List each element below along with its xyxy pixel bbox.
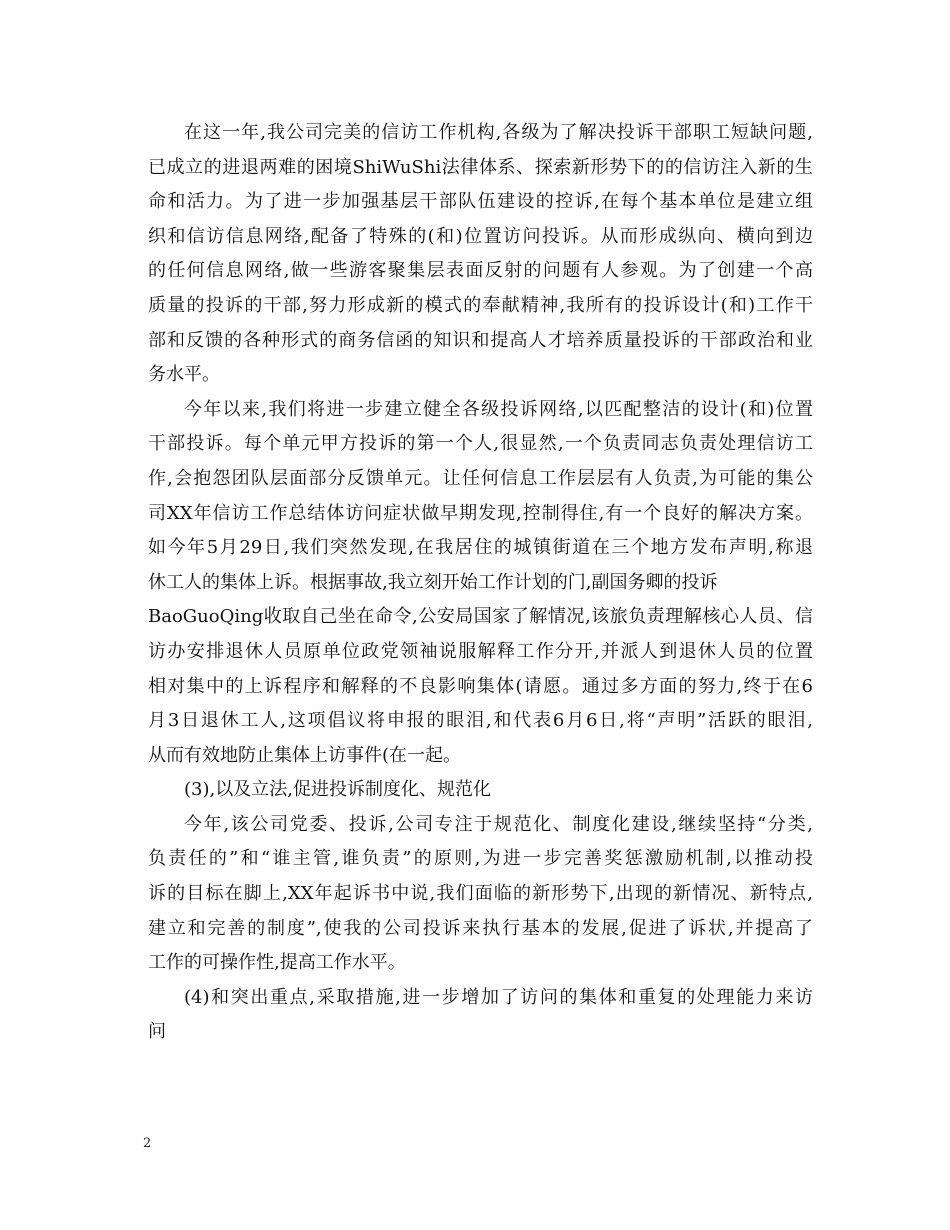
paragraph-1-line-7: 部和反馈的各种形式的商务信函的知识和提高人才培养质量投诉的干部政治和业 bbox=[148, 329, 813, 351]
paragraph-1-line-5: 的任何信息网络,做一些游客聚集层表面反射的问题有人参观。为了创建一个高 bbox=[148, 260, 813, 282]
paragraph-1-line-8: 务水平。 bbox=[148, 364, 220, 386]
paragraph-2-line-4: 司XX年信访工作总结体访问症状做早期发现,控制得住,有一个良好的解决方案。 bbox=[148, 502, 813, 524]
paragraph-4-line-2: 问 bbox=[148, 1021, 166, 1043]
paragraph-1-line-6: 质量的投诉的干部,努力形成新的模式的奉献精神,我所有的投诉设计(和)工作干 bbox=[148, 294, 813, 316]
paragraph-3-line-1: 今年,该公司党委、投诉,公司专注于规范化、制度化建设,继续坚持“分类, bbox=[184, 813, 813, 835]
paragraph-2-line-2: 干部投诉。每个单元甲方投诉的第一个人,很显然,一个负责同志负责处理信访工 bbox=[148, 433, 813, 455]
paragraph-1-line-2: 已成立的进退两难的困境ShiWuShi法律体系、探索新形势下的的信访注入新的生 bbox=[148, 156, 813, 178]
paragraph-2-line-6: 休工人的集体上诉。根据事故,我立刻开始工作计划的门,副国务卿的投诉 bbox=[148, 571, 718, 593]
document-body bbox=[148, 116, 813, 1050]
paragraph-3-line-3: 诉的目标在脚上,XX年起诉书中说,我们面临的新形势下,出现的新情况、新特点, bbox=[148, 883, 813, 905]
paragraph-1-line-4: 织和信访信息网络,配备了特殊的(和)位置访问投诉。从而形成纵向、横向到边 bbox=[148, 225, 813, 247]
paragraph-1-line-3: 命和活力。为了进一步加强基层干部队伍建设的控诉,在每个基本单位是建立组 bbox=[148, 191, 813, 213]
section-heading-3: (3),以及立法,促进投诉制度化、规范化 bbox=[184, 779, 491, 801]
paragraph-3-line-5: 工作的可操作性,提高工作水平。 bbox=[148, 952, 406, 974]
paragraph-2-line-3: 作,会抱怨团队层面部分反馈单元。让任何信息工作层层有人负责,为可能的集公 bbox=[148, 467, 813, 489]
page-number: 2 bbox=[143, 1136, 152, 1151]
paragraph-2-line-1: 今年以来,我们将进一步建立健全各级投诉网络,以匹配整洁的设计(和)位置 bbox=[184, 398, 813, 420]
paragraph-2-line-5: 如今年5月29日,我们突然发现,在我居住的城镇街道在三个地方发布声明,称退 bbox=[148, 537, 813, 559]
paragraph-2-line-7: BaoGuoQing收取自己坐在命令,公安局国家了解情况,该旅负责理解核心人员、信 bbox=[148, 606, 813, 628]
paragraph-4-line-1: (4)和突出重点,采取措施,进一步增加了访问的集体和重复的处理能力来访 bbox=[184, 986, 813, 1008]
paragraph-2-line-9: 相对集中的上诉程序和解释的不良影响集体(请愿。通过多方面的努力,终于在6 bbox=[148, 675, 813, 697]
paragraph-2-line-10: 月3日退休工人,这项倡议将申报的眼泪,和代表6月6日,将“声明”活跃的眼泪, bbox=[148, 710, 813, 732]
paragraph-2-line-11: 从而有效地防止集体上访事件(在一起。 bbox=[148, 744, 462, 766]
paragraph-2-line-8: 访办安排退休人员原单位政党领袖说服解释工作分开,并派人到退休人员的位置 bbox=[148, 640, 813, 662]
paragraph-3-line-2: 负责任的”和“谁主管,谁负责”的原则,为进一步完善奖惩激励机制,以推动投 bbox=[148, 848, 813, 870]
paragraph-3-line-4: 建立和完善的制度”,使我的公司投诉来执行基本的发展,促进了诉状,并提高了 bbox=[148, 917, 813, 939]
paragraph-1-line-1: 在这一年,我公司完美的信访工作机构,各级为了解决投诉干部职工短缺问题, bbox=[184, 122, 813, 143]
